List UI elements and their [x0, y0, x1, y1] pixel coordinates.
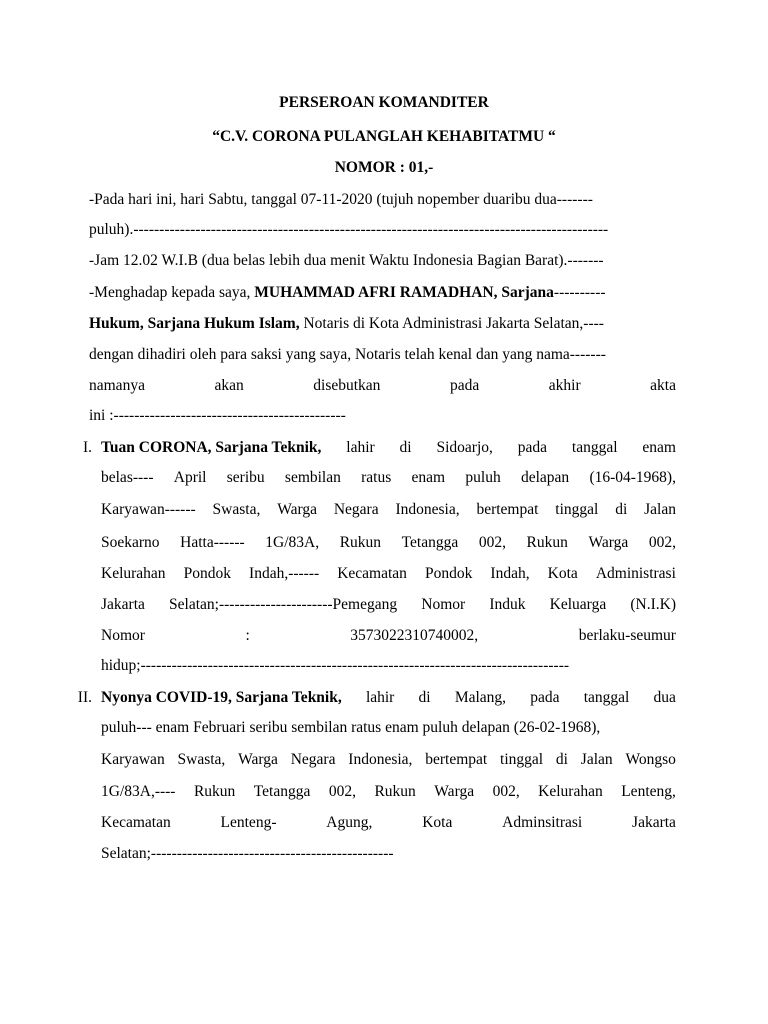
party-1-word: pada: [517, 439, 548, 456]
party-1-nik-number: 3573022310740002,: [350, 627, 479, 644]
party-1-word: (N.I.K): [630, 596, 676, 613]
party-1-line-6: [101, 596, 676, 614]
party-1-word: tanggal: [571, 439, 618, 456]
party-1-word: puluh: [465, 469, 501, 486]
party-2-line-5: [101, 814, 676, 832]
party-2-word: di: [555, 751, 568, 768]
party-1-word: Selatan;----------------------Pemegang: [169, 596, 398, 613]
party-1-word: Administrasi: [595, 565, 676, 582]
party-1-word: di: [399, 439, 412, 456]
party-2-word: tinggal: [500, 751, 544, 768]
party-2-word: tanggal: [583, 689, 630, 706]
party-2-line-2: puluh--- enam Februari seribu sembilan ratus enam puluh delapan (26-02-1968),: [101, 719, 601, 736]
party-1-word: 002,: [478, 534, 506, 551]
party-2-word: Kota: [422, 814, 453, 831]
party-1-word: Pondok: [183, 565, 231, 582]
party-2-word: Warga: [434, 783, 475, 800]
party-1-word: Pondok: [424, 565, 473, 582]
party-1-word: Nomor: [101, 627, 145, 644]
party-1-word: di: [615, 501, 628, 518]
party-1-word: Kecamatan: [337, 565, 407, 582]
party-1-line-4: [101, 534, 676, 552]
intro-line-6: dengan dihadiri oleh para saksi yang saya, Notaris telah kenal dan yang nama-------: [89, 346, 606, 363]
party-1-line-3: [101, 501, 676, 519]
intro-line-7-word: disebutkan: [313, 377, 381, 394]
intro-line-2: puluh).--------------------------------------------------------------------------------------------: [89, 221, 609, 238]
party-1-word: Keluarga: [549, 596, 607, 613]
party-1-word: Sidoarjo,: [436, 439, 493, 456]
intro-line-7-word: namanya: [89, 377, 145, 394]
party-2-word: dua: [653, 689, 676, 706]
party-1-word: belas----: [101, 469, 154, 486]
party-1-word: Kota: [547, 565, 578, 582]
party-1-word: Hatta------: [180, 534, 245, 551]
party-1-word: Soekarno: [101, 534, 160, 551]
notary-name: MUHAMMAD AFRI RAMADHAN, Sarjana: [254, 284, 554, 301]
party-1-line-7: [101, 627, 676, 645]
party-2-line-4: [101, 783, 676, 801]
party-2-word: Jalan: [580, 751, 613, 768]
party-2-word: 002,: [492, 783, 520, 800]
intro-line-7: [89, 377, 676, 395]
party-2-word: Negara: [290, 751, 336, 768]
party-2-line-6: Selatan;-----------------------------------------------: [101, 845, 394, 862]
intro-line-7-word: akhir: [548, 377, 581, 394]
party-1-line-1: [101, 439, 676, 457]
party-1-word: 002,: [648, 534, 676, 551]
party-1-word: enam: [411, 469, 446, 486]
party-2-word: Kelurahan: [538, 783, 603, 800]
party-1-word: Rukun: [526, 534, 568, 551]
party-1-word: bertempat: [476, 501, 539, 518]
party-2-word: Rukun: [374, 783, 416, 800]
party-2-word: pada: [530, 689, 560, 706]
party-2-word: Jakarta: [632, 814, 676, 831]
party-1-word: Jakarta: [101, 596, 145, 613]
party-1-line-2: [101, 469, 676, 487]
party-1-word: sembilan: [284, 469, 341, 486]
party-2-word: Lenteng-: [220, 814, 277, 831]
party-1-number: I.: [82, 439, 92, 456]
party-1-word: Warga: [588, 534, 629, 551]
intro-line-7-word: akan: [214, 377, 244, 394]
party-1-word: Kelurahan: [101, 565, 166, 582]
party-1-word: berlaku-seumur: [578, 627, 676, 644]
party-1-word: (16-04-1968),: [589, 469, 676, 486]
intro-line-5-text: Notaris di Kota Administrasi Jakarta Selatan,----: [299, 315, 604, 332]
intro-line-7-word: pada: [449, 377, 480, 394]
party-2-word: Wongso: [625, 751, 676, 768]
party-1-word: Warga: [277, 501, 317, 518]
party-1-word: lahir: [346, 439, 375, 456]
party-2-word: Karyawan: [101, 751, 165, 768]
intro-line-5: [89, 315, 604, 333]
party-1-word: Jalan: [644, 501, 676, 518]
intro-line-7-word: akta: [650, 377, 676, 394]
party-1-word: enam: [642, 439, 676, 456]
party-2-word: Kecamatan: [101, 814, 171, 831]
party-2-word: Indonesia,: [348, 751, 413, 768]
party-1-word: Swasta,: [212, 501, 261, 518]
deed-type-title: PERSEROAN KOMANDITER: [279, 94, 489, 111]
intro-line-8: ini :---------------------------------------------: [89, 407, 346, 424]
party-2-word: di: [418, 689, 431, 706]
company-name-title: “C.V. CORONA PULANGLAH KEHABITATMU “: [212, 128, 556, 145]
deed-number-title: NOMOR : 01,-: [334, 159, 434, 176]
party-1-line-5: [101, 565, 676, 583]
party-1-word: :: [245, 627, 250, 644]
party-1-word: Rukun: [339, 534, 382, 551]
party-1-word: Indah,------: [249, 565, 320, 582]
intro-line-1: -Pada hari ini, hari Sabtu, tanggal 07-11-2020 (tujuh nopember duaribu dua-------: [89, 191, 593, 208]
notary-degree: Hukum, Sarjana Hukum Islam,: [89, 315, 300, 332]
party-1-word: Indah,: [490, 565, 530, 582]
intro-line-3: -Jam 12.02 W.I.B (dua belas lebih dua menit Waktu Indonesia Bagian Barat).-------: [89, 252, 604, 269]
party-2-word: Agung,: [326, 814, 373, 831]
party-1-word: 1G/83A,: [265, 534, 320, 551]
party-1-name: Tuan CORONA, Sarjana Teknik,: [101, 439, 322, 456]
party-2-word: Lenteng,: [621, 783, 676, 800]
party-2-word: Malang,: [454, 689, 507, 706]
party-1-word: Negara: [333, 501, 379, 518]
party-1-word: Nomor: [421, 596, 466, 613]
party-1-word: seribu: [226, 469, 265, 486]
party-2-word: 002,: [328, 783, 356, 800]
party-1-word: Karyawan------: [101, 501, 196, 518]
party-1-word: April: [173, 469, 207, 486]
party-2-line-3: [101, 751, 676, 769]
party-2-number: II.: [77, 689, 92, 706]
party-1-line-8: hidup;-----------------------------------------------------------------------------------: [101, 657, 570, 674]
party-2-word: Rukun: [193, 783, 236, 800]
party-1-word: tinggal: [555, 501, 599, 518]
party-1-word: ratus: [361, 469, 392, 486]
intro-line-4-text: -Menghadap kepada saya,: [89, 284, 255, 301]
party-2-name: Nyonya COVID-19, Sarjana Teknik,: [101, 689, 342, 706]
party-2-word: bertempat: [425, 751, 488, 768]
party-2-word: lahir: [365, 689, 395, 706]
party-1-word: Induk: [489, 596, 526, 613]
party-2-word: 1G/83A,----: [101, 783, 176, 800]
party-1-word: Indonesia,: [395, 501, 460, 518]
party-1-word: Tetangga: [401, 534, 459, 551]
party-1-word: delapan: [520, 469, 570, 486]
party-2-line-1: [101, 689, 676, 707]
intro-line-4-dashes: ----------: [553, 284, 606, 301]
party-2-word: Warga: [238, 751, 278, 768]
party-2-word: Tetangga: [253, 783, 311, 800]
intro-line-4: [89, 284, 606, 302]
party-2-word: Swasta,: [177, 751, 226, 768]
party-2-word: Adminsitrasi: [502, 814, 583, 831]
